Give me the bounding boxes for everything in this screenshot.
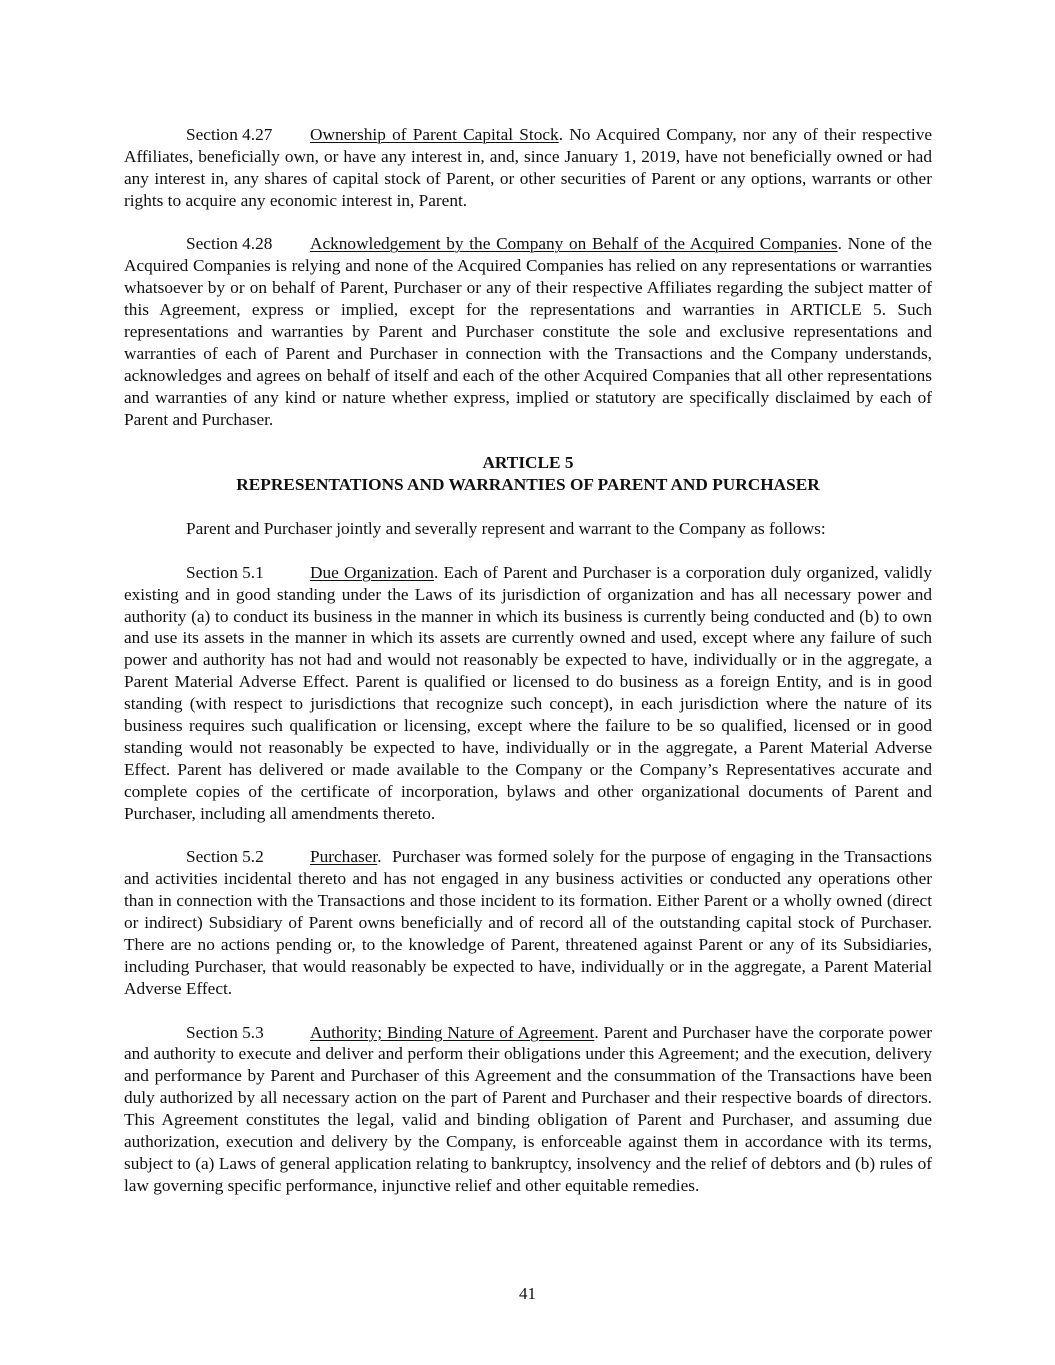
section-title: Ownership of Parent Capital Stock — [310, 125, 559, 144]
section-5-3 — [124, 1022, 932, 1197]
article-number: ARTICLE 5 — [482, 453, 574, 473]
section-number: Section 5.2 — [186, 847, 264, 867]
section-number: Section 4.27 — [186, 125, 273, 144]
section-number: Section 4.28 — [186, 234, 273, 254]
section-title: Acknowledgement by the Company on Behalf of the Acquired Companies — [310, 234, 838, 254]
section-number: Section 5.1 — [186, 562, 264, 582]
article-intro: Parent and Purchaser jointly and severally represent and warrant to the Company as follows: — [186, 518, 826, 538]
article-heading — [124, 452, 932, 496]
article-title: REPRESENTATIONS AND WARRANTIES OF PARENT AND PURCHASER — [236, 475, 820, 495]
section-body: . Purchaser was formed solely for the purpose of engaging in the Transactions and activities incidental thereto and has not engaged in any business activities or conducted any operations other than in connection with the Transactions and those incident to its formation. Either Parent or a wholly owned (direct or indirect) Subsidiary of Parent owns beneficially and of record all of the outstanding capital stock of Purchaser. There are no actions pending or, to the knowledge of Parent, threatened against Parent or any of its Subsidiaries, including Purchaser, that would reasonably be expected to have, individually or in the aggregate, a Parent Material Adverse Effect. — [124, 847, 937, 998]
section-4-27 — [124, 124, 932, 212]
section-4-28 — [124, 233, 932, 430]
page-number: 41 — [519, 1284, 536, 1303]
section-number: Section 5.3 — [186, 1022, 264, 1042]
section-title: Authority; Binding Nature of Agreement — [310, 1022, 595, 1042]
section-title: Purchaser — [310, 847, 378, 867]
section-5-2 — [124, 846, 937, 999]
section-5-1 — [124, 562, 932, 825]
section-body: . No Acquired Company, nor any of their respective Affiliates, beneficially own, or have any interest in, and, since January 1, 2019, have not beneficially owned or had any interest in, any shares of capital stock of Parent, or other securities of Parent or any options, warrants or other rights to acquire any economic interest in, Parent. — [124, 125, 933, 210]
section-body: . Each of Parent and Purchaser is a corporation duly organized, validly existing and in good standing under the Laws of its jurisdiction of organization and has all necessary power and authority (a) to conduct its business in the manner in which its business is currently being conducted and (b) to own and use its assets in the manner in which its assets are currently owned and used, except where any failure of such power and authority has not had and would not reasonably be expected to have, individually or in the aggregate, a Parent Material Adverse Effect. Parent is qualified or licensed to do business as a foreign Entity, and is in good standing (with respect to jurisdictions that recognize such concept), in each jurisdiction where the nature of its business requires such qualification or licensing, except where the failure to be so qualified, licensed or in good standing would not reasonably be expected to have, individually or in the aggregate, a Parent Material Adverse Effect. Parent has delivered or made available to the Company or the Company’s Representatives accurate and complete copies of the certificate of incorporation, bylaws and other organizational documents of Parent and Purchaser, including all amendments thereto. — [124, 562, 932, 823]
document-page — [124, 124, 937, 1219]
section-title: Due Organization — [310, 562, 434, 582]
section-body: . None of the Acquired Companies is relying and none of the Acquired Companies has relied on any representations or warranties whatsoever by or on behalf of Parent, Purchaser or any of their respective Affiliates regarding the subject matter of this Agreement, express or implied, except for the representations and warranties in ARTICLE 5. Such representations and warranties by Parent and Purchaser constitute the sole and exclusive representations and warranties of each of Parent and Purchaser in connection with the Transactions and the Company understands, acknowledges and agrees on behalf of itself and each of the other Acquired Companies that all other representations and warranties of any kind or nature whether express, implied or statutory are specifically disclaimed by each of Parent and Purchaser. — [124, 234, 932, 429]
section-body: . Parent and Purchaser have the corporate power and authority to execute and deliver and perform their obligations under this Agreement; and the execution, delivery and performance by Parent and Purchaser of this Agreement and the consummation of the Transactions have been duly authorized by all necessary action on the part of Parent and Purchaser and their respective boards of directors. This Agreement constitutes the legal, valid and binding obligation of Parent and Purchaser, and assuming due authorization, execution and delivery by the Company, is enforceable against them in accordance with its terms, subject to (a) Laws of general application relating to bankruptcy, insolvency and the relief of debtors and (b) rules of law governing specific performance, injunctive relief and other equitable remedies. — [124, 1022, 932, 1195]
